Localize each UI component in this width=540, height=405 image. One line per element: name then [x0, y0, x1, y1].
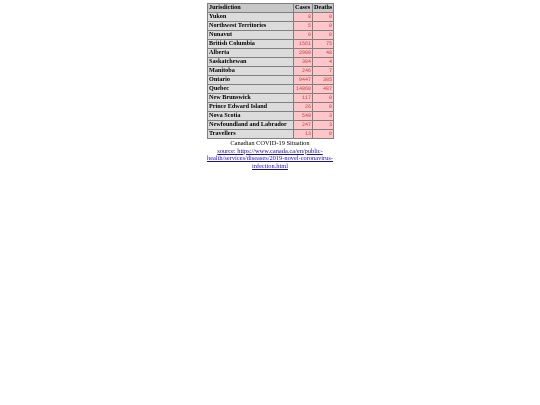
- cell-deaths: 487: [313, 85, 334, 94]
- cell-jurisdiction: Yukon: [208, 13, 294, 22]
- cell-cases: 0: [294, 31, 313, 40]
- covid-cases-table: [207, 3, 334, 139]
- header-deaths: Deaths: [314, 4, 333, 11]
- cell-deaths: 0: [313, 13, 334, 22]
- cell-jurisdiction: British Columbia: [208, 40, 294, 49]
- cell-deaths: 385: [313, 76, 334, 85]
- cell-cases: 9447: [294, 76, 313, 85]
- cell-jurisdiction: Prince Edward Island: [208, 103, 294, 112]
- table-row: [208, 13, 334, 22]
- cell-deaths: 48: [313, 49, 334, 58]
- cell-jurisdiction: Manitoba: [208, 67, 294, 76]
- table-row: [208, 85, 334, 94]
- cell-jurisdiction: Northwest Territories: [208, 22, 294, 31]
- cell-jurisdiction: Nunavut: [208, 31, 294, 40]
- cell-deaths: 0: [313, 31, 334, 40]
- cell-deaths: 75: [313, 40, 334, 49]
- cell-cases: 304: [294, 58, 313, 67]
- table-row: [208, 130, 334, 139]
- cell-jurisdiction: Travellers: [208, 130, 294, 139]
- cell-jurisdiction: Nova Scotia: [208, 112, 294, 121]
- cell-deaths: 0: [313, 130, 334, 139]
- table-row: [208, 112, 334, 121]
- cell-jurisdiction: Quebec: [208, 85, 294, 94]
- source-link[interactable]: source: https://www.canada.ca/en/public-health/services/diseases/2019-novel-coronavirus-infection.html: [207, 147, 333, 170]
- cell-cases: 14860: [294, 85, 313, 94]
- header-cases: Cases: [294, 4, 313, 13]
- caption-title: Canadian COVID-19 Situation: [230, 140, 310, 147]
- cell-deaths: 0: [313, 103, 334, 112]
- cell-deaths: 3: [313, 112, 334, 121]
- cell-cases: 26: [294, 103, 313, 112]
- table-row: [208, 31, 334, 40]
- table-row: [208, 67, 334, 76]
- cell-jurisdiction: New Brunswick: [208, 94, 294, 103]
- cell-jurisdiction: Saskatchewan: [208, 58, 294, 67]
- table-row: [208, 103, 334, 112]
- table-caption: [190, 140, 350, 170]
- table-row: [208, 121, 334, 130]
- cell-jurisdiction: Alberta: [208, 49, 294, 58]
- cell-deaths: 4: [313, 58, 334, 67]
- cell-cases: 8: [294, 13, 313, 22]
- header-jurisdiction: Jurisdiction: [208, 4, 294, 13]
- cell-cases: 549: [294, 112, 313, 121]
- table-header-row: [208, 4, 334, 13]
- cell-deaths: 3: [313, 121, 334, 130]
- cell-cases: 1561: [294, 40, 313, 49]
- table-body: [208, 13, 334, 139]
- table-row: [208, 40, 334, 49]
- table-row: [208, 94, 334, 103]
- cell-jurisdiction: Ontario: [208, 76, 294, 85]
- cell-cases: 247: [294, 121, 313, 130]
- cell-cases: 2908: [294, 49, 313, 58]
- cell-cases: 13: [294, 130, 313, 139]
- cell-deaths: 0: [313, 22, 334, 31]
- cell-deaths: 0: [313, 94, 334, 103]
- table-row: [208, 22, 334, 31]
- covid-figure: [207, 3, 333, 170]
- cell-cases: 117: [294, 94, 313, 103]
- cell-jurisdiction: Newfoundland and Labrador: [208, 121, 294, 130]
- cell-cases: 5: [294, 22, 313, 31]
- cell-deaths: 7: [313, 67, 334, 76]
- cell-cases: 246: [294, 67, 313, 76]
- table-row: [208, 76, 334, 85]
- table-row: [208, 58, 334, 67]
- table-row: [208, 49, 334, 58]
